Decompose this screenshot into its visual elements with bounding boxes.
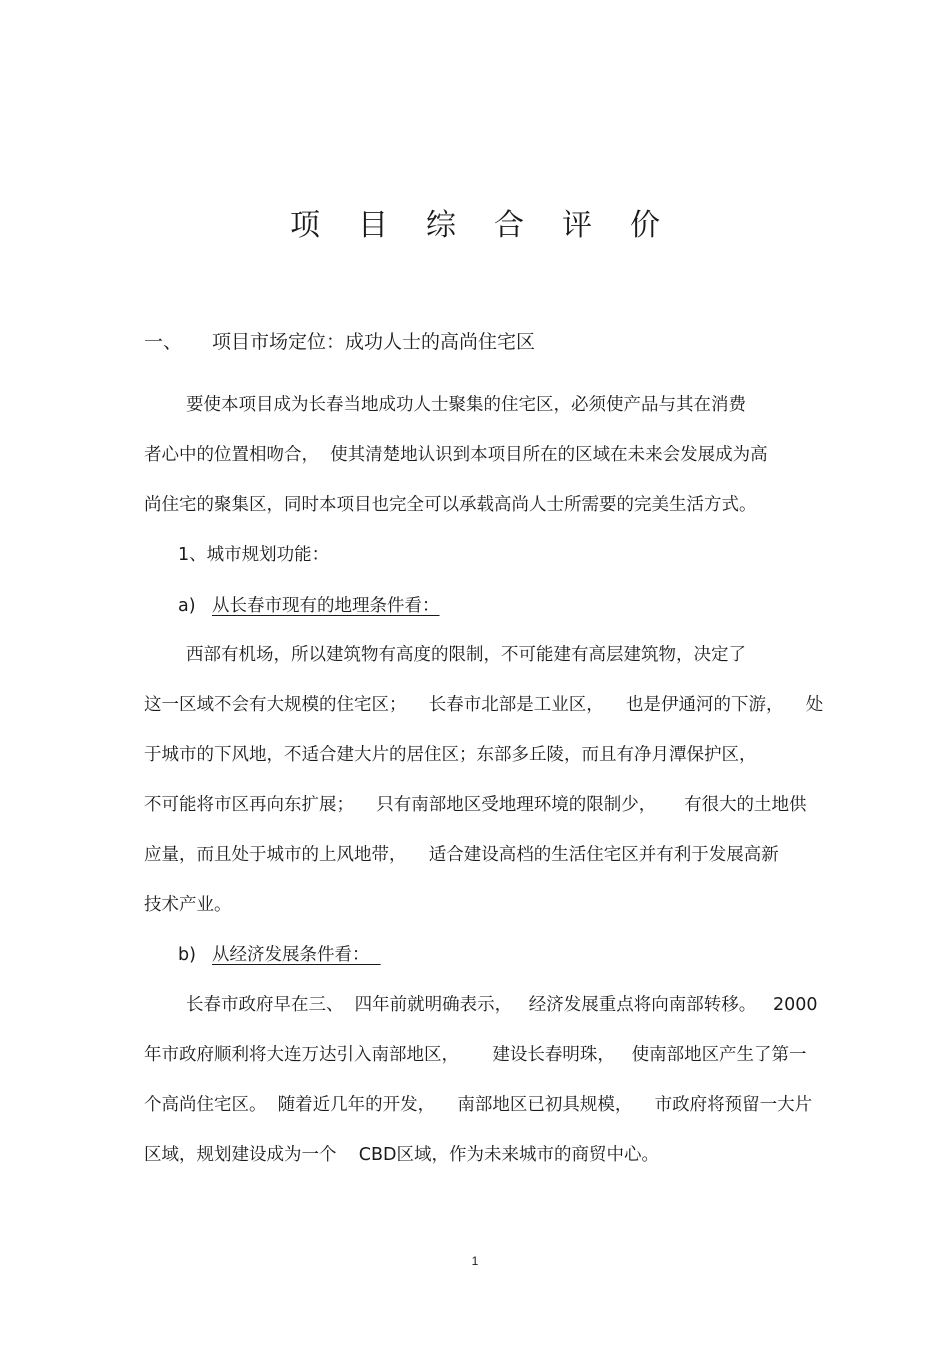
item-a-label: a) bbox=[178, 596, 196, 616]
paragraph-line: 要使本项目成为长春当地成功人士聚集的住宅区，必须使产品与其在消费 bbox=[186, 395, 746, 415]
section-number: 一、 bbox=[144, 331, 183, 353]
paragraph-line: 区域，规划建设成为一个 CBD区域，作为未来城市的商贸中心。 bbox=[144, 1145, 659, 1165]
paragraph-line: 技术产业。 bbox=[144, 895, 232, 915]
subsection-heading: 1、城市规划功能： bbox=[178, 545, 330, 565]
paragraph-line: 西部有机场，所以建筑物有高度的限制，不可能建有高层建筑物，决定了 bbox=[186, 645, 746, 665]
paragraph-line: 应量，而且处于城市的上风地带， 适合建设高档的生活住宅区并有利于发展高新 bbox=[144, 845, 779, 865]
paragraph-line: 个高尚住宅区。 随着近几年的开发， 南部地区已初具规模， 市政府将预留一大片 bbox=[144, 1095, 813, 1115]
paragraph-line: 年市政府顺利将大连万达引入南部地区， 建设长春明珠， 使南部地区产生了第一 bbox=[144, 1045, 807, 1065]
section-heading: 项目市场定位：成功人士的高尚住宅区 bbox=[212, 331, 536, 353]
paragraph-line: 于城市的下风地，不适合建大片的居住区；东部多丘陵，而且有净月潭保护区， bbox=[144, 745, 757, 765]
paragraph-line: 这一区域不会有大规模的住宅区； 长春市北部是工业区， 也是伊通河的下游， 处 bbox=[144, 695, 824, 715]
paragraph-line: 长春市政府早在三、 四年前就明确表示， 经济发展重点将向南部转移。 2000 bbox=[186, 995, 818, 1015]
item-a-title: 从长春市现有的地理条件看： bbox=[212, 596, 440, 616]
item-b-title: 从经济发展条件看： bbox=[212, 945, 381, 965]
page-number: 1 bbox=[471, 1254, 479, 1268]
item-b-label: b) bbox=[178, 945, 196, 965]
paragraph-line: 不可能将市区再向东扩展； 只有南部地区受地理环境的限制少， 有很大的土地供 bbox=[144, 795, 807, 815]
paragraph-line: 者心中的位置相吻合， 使其清楚地认识到本项目所在的区域在未来会发展成为高 bbox=[144, 445, 768, 465]
document-title: 项目综合评价 bbox=[290, 208, 698, 243]
paragraph-line: 尚住宅的聚集区，同时本项目也完全可以承载高尚人士所需要的完美生活方式。 bbox=[144, 495, 757, 515]
